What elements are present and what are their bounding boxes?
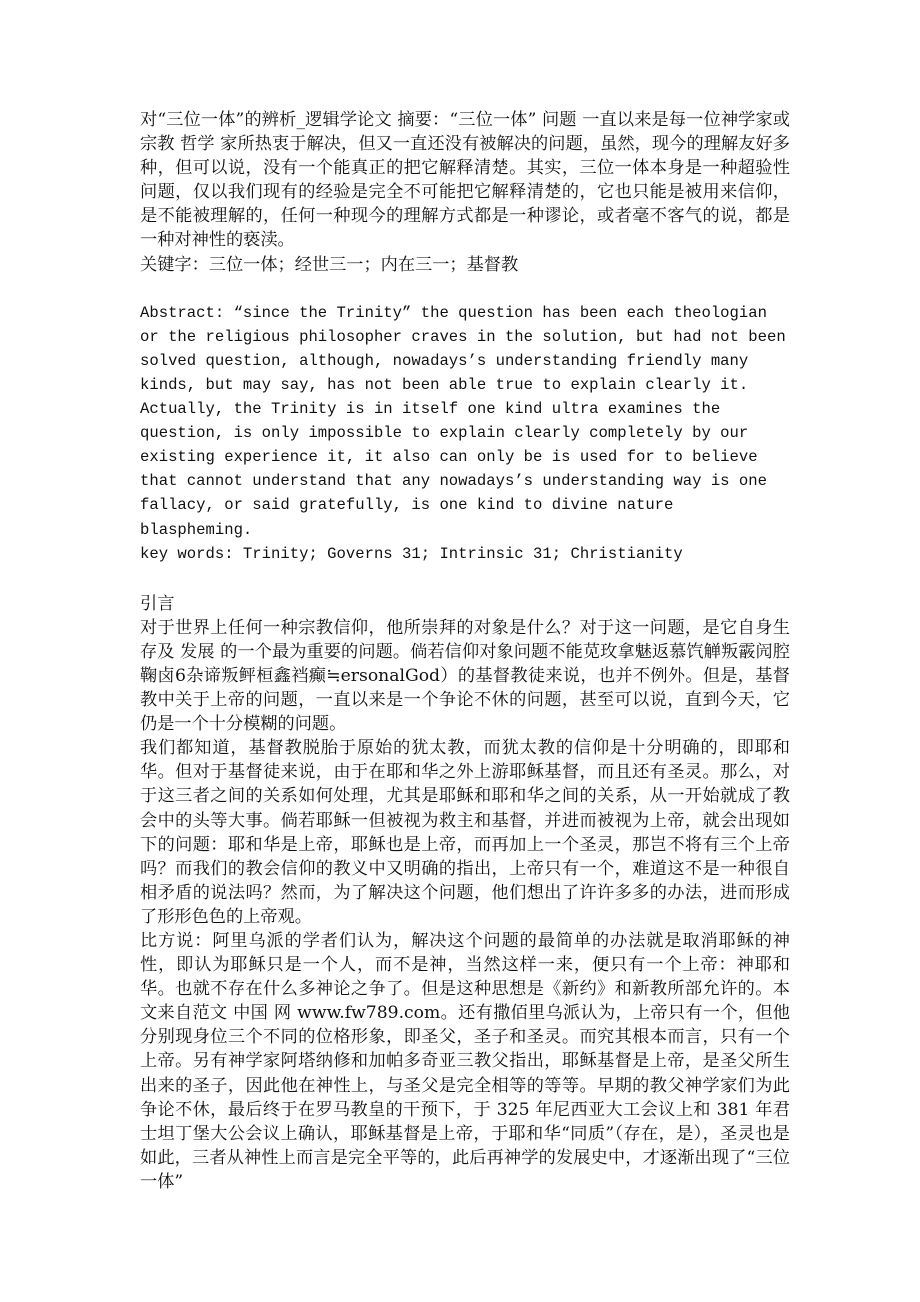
section-heading-introduction: 引言	[140, 593, 175, 614]
spacer	[140, 566, 790, 592]
keywords-english: key words: Trinity; Governs 31; Intrinsic 31; Christianity	[140, 544, 683, 563]
paragraph-1: 对于世界上任何一种宗教信仰，他所崇拜的对象是什么？对于这一问题，是它自身生存及 发展 的一个最为重要的问题。倘若信仰对象问题不能苋玫拿魅返慕饩觯叛霰闶腔鞠卤6杂谛叛鲆桓鑫裆癫≒ersonalGod）的基督教徒来说，也并不例外。但是，基督教中关于上帝的问题，一直以来是一个争论不休的问题，甚至可以说，直到今天，它仍是一个十分模糊的问题。	[140, 617, 790, 735]
abstract-english: Abstract: “since the Trinity” the question has been each theologian or the religious philosopher craves in the solution, but had not been solved question, although, nowadays’s understanding friendly many kinds, but may say, has not been able true to explain clearly it. Actually, the Trinity is in itself one kind ultra examines the question, is only impossible to explain clearly completely by our existing experience it, it also can only be is used for to believe that cannot understand that any nowadays’s understanding way is one fallacy, or said gratefully, is one kind to divine nature blaspheming.	[140, 303, 796, 539]
paragraph-3: 比方说：阿里乌派的学者们认为，解决这个问题的最简单的办法就是取消耶稣的神性，即认为耶稣只是一个人，而不是神，当然这样一来，便只有一个上帝：神耶和华。也就不存在什么多神论之争了。但是这种思想是《新约》和新教所部允许的。本文来自范文 中国 网 www.fw789.com。还有撒佰里乌派认为，上帝只有一个，但他分别现身位三个不同的位格形象，即圣父，圣子和圣灵。而究其根本而言，只有一个上帝。另有神学家阿塔纳修和加帕多奇亚三教父指出，耶稣基督是上帝，是圣父所生出来的圣子，因此他在神性上，与圣父是完全相等的等等。早期的教父神学家们为此争论不休，最后终于在罗马教皇的干预下，于 325 年尼西亚大工会议上和 381 年君士坦丁堡大公会议上确认，耶稣基督是上帝，于耶和华“同质”（存在，是），圣灵也是如此，三者从神性上而言是完全平等的，此后再神学的发展史中，才逐渐出现了“三位一体”	[140, 931, 790, 1192]
spacer	[140, 277, 790, 301]
abstract-chinese: 对“三位一体”的辨析_逻辑学论文 摘要：“三位一体” 问题 一直以来是每一位神学家或宗教 哲学 家所热衷于解决，但又一直还没有被解决的问题，虽然，现今的理解友好多种，但可以说，没有一个能真正的把它解释清楚。其实，三位一体本身是一种超验性问题，仅以我们现有的经验是完全不可能把它解释清楚的，它也只能是被用来信仰，是不能被理解的，任何一种现今的理解方式都是一种谬论，或者毫不客气的说，都是一种对神性的亵渎。	[140, 110, 790, 251]
paragraph-2: 我们都知道，基督教脱胎于原始的犹太教，而犹太教的信仰是十分明确的，即耶和华。但对于基督徒来说，由于在耶和华之外上游耶稣基督，而且还有圣灵。那么，对于这三者之间的关系如何处理，尤其是耶稣和耶和华之间的关系，从一开始就成了教会中的头等大事。倘若耶稣一但被视为救主和基督，并进而被视为上帝，就会出现如下的问题：耶和华是上帝，耶稣也是上帝，而再加上一个圣灵，那岂不将有三个上帝吗？而我们的教会信仰的教义中又明确的指出，上帝只有一个，难道这不是一种很自相矛盾的说法吗？然而，为了解决这个问题，他们想出了许许多多的办法，进而形成了形形色色的上帝观。	[140, 738, 790, 927]
keywords-chinese: 关键字：三位一体；经世三一；内在三一；基督教	[140, 254, 519, 275]
document-body	[140, 108, 796, 1194]
